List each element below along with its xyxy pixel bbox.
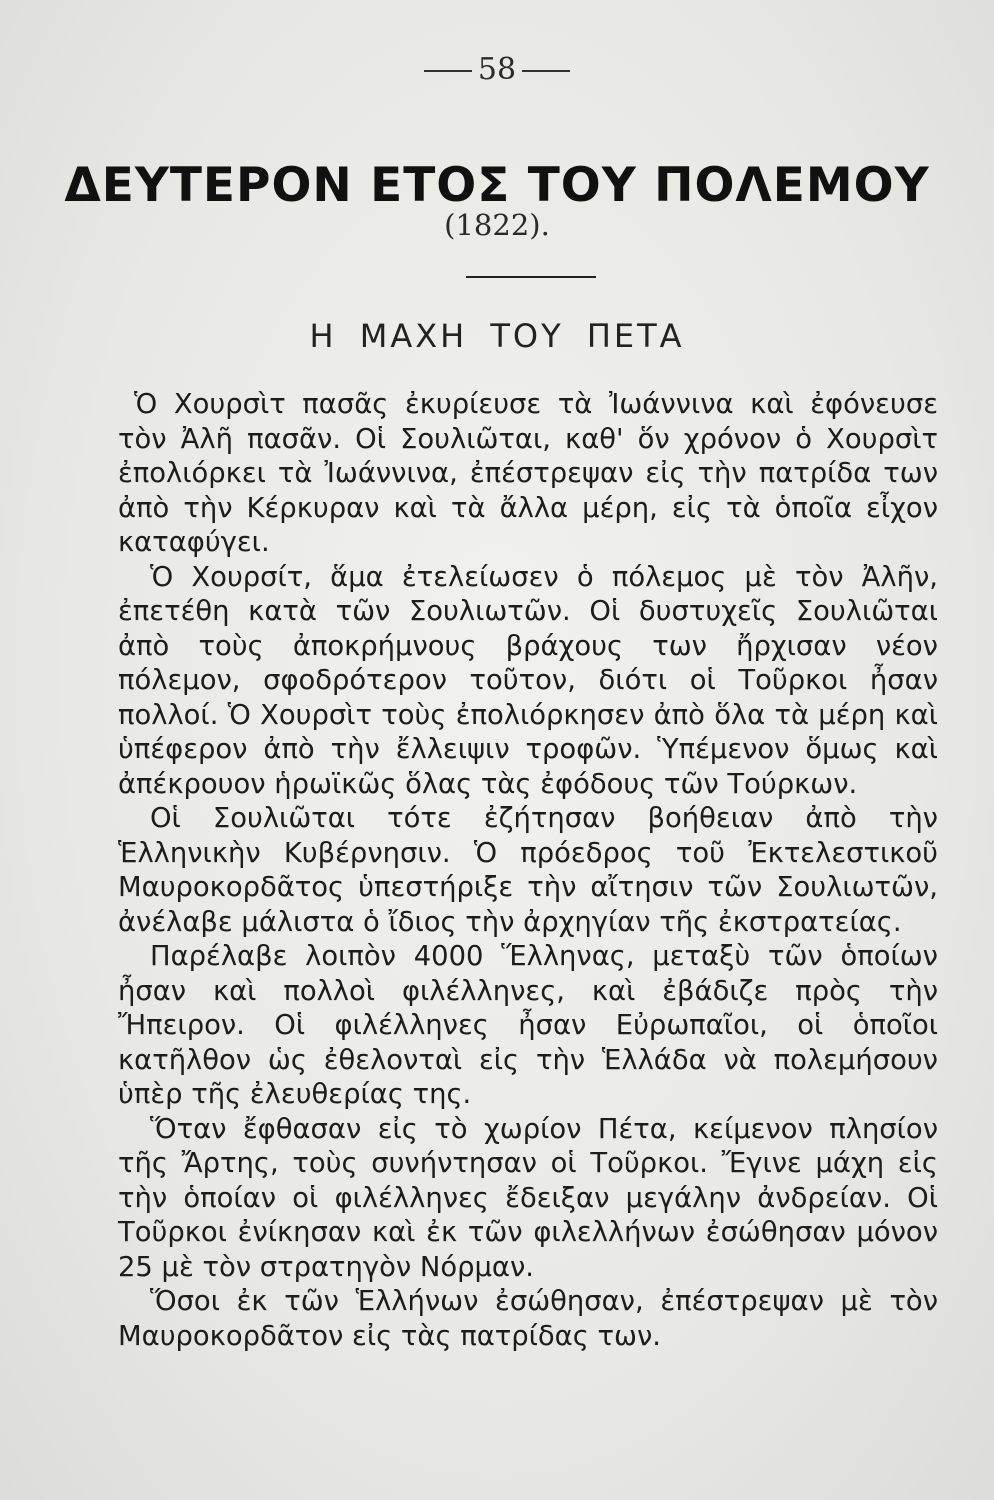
page-number-text: 58 — [477, 52, 517, 87]
page-number-left-dash — [424, 70, 472, 72]
paragraph: Ὁ Χουρσίτ, ἅμα ἐτελείωσεν ὁ πόλεμος μὲ τὸν Ἀλῆν, ἐπετέθη κατὰ τῶν Σουλιωτῶν. Οἱ δυστυχεῖς Σουλιῶται ἀπὸ τοὺς ἀποκρήμνους βράχους των ἤρχισαν νέον πόλεμον, σφοδρότερον τοῦτον, διότι οἱ Τοῦρκοι ἦσαν πολλοί. Ὁ Χουρσὶτ τοὺς ἐπολιόρκησεν ἀπὸ ὅλα τὰ μέρη καὶ ὑπέφερον ἀπὸ τὴν ἔλλειψιν τροφῶν. Ὑπέμενον ὅμως καὶ ἀπέκρουον ἡρωϊκῶς ὅλας τὰς ἐφόδους τῶν Τούρκων. — [118, 561, 938, 800]
chapter-year: (1822). — [444, 208, 550, 242]
paragraph: Ὅταν ἔφθασαν εἰς τὸ χωρίον Πέτα, κείμενον πλησίον τῆς Ἄρτης, τοὺς συνήντησαν οἱ Τοῦρκοι. Ἔγινε μάχη εἰς τὴν ὁποίαν οἱ φιλέλληνες ἔδειξαν μεγάλην ἀνδρείαν. Οἱ Τοῦρκοι ἐνίκησαν καὶ ἐκ τῶν φιλελλήνων ἐσώθησαν μόνον 25 μὲ τὸν στρατηγὸν Νόρμαν. — [118, 1113, 938, 1283]
page-number — [0, 52, 994, 87]
section-heading: Η ΜΑΧΗ ΤΟΥ ΠΕΤΑ — [309, 317, 685, 355]
body-text — [118, 388, 938, 1354]
paragraph: Παρέλαβε λοιπὸν 4000 Ἕλληνας, μεταξὺ τῶν ὁποίων ἦσαν καὶ πολλοὶ φιλέλληνες, καὶ ἐβάδιζε πρὸς τὴν Ἤπειρον. Οἱ φιλέλληνες ἦσαν Εὐρωπαῖοι, οἱ ὁποῖοι κατῆλθον ὡς ἐθελονταὶ εἰς τὴν Ἑλλάδα νὰ πολεμήσουν ὑπὲρ τῆς ἐλευθερίας της. — [118, 941, 938, 1110]
page-number-right-dash — [522, 70, 570, 72]
paragraph: Οἱ Σουλιῶται τότε ἐζήτησαν βοήθειαν ἀπὸ τὴν Ἑλληνικὴν Κυβέρνησιν. Ὁ πρόεδρος τοῦ Ἐκτελεστικοῦ Μαυροκορδᾶτος ὑπεστήριξε τὴν αἴτησιν τῶν Σουλιωτῶν, ἀνέλαβε μάλιστα ὁ ἴδιος τὴν ἀρχηγίαν τῆς ἐκστρατείας. — [118, 803, 938, 938]
chapter-title: ΔΕΥΤΕΡΟΝ ΕΤΟΣ ΤΟΥ ΠΟΛΕΜΟΥ — [64, 158, 930, 213]
section-divider — [466, 276, 596, 278]
paragraph: Ὅσοι ἐκ τῶν Ἑλλήνων ἐσώθησαν, ἐπέστρεψαν μὲ τὸν Μαυροκορδᾶτον εἰς τὰς πατρίδας των. — [118, 1286, 938, 1352]
paragraph: Ὁ Χουρσὶτ πασᾶς ἐκυρίευσε τὰ Ἰωάννινα καὶ ἐφόνευσε τὸν Ἀλῆ πασᾶν. Οἱ Σουλιῶται, καθ' ὅν χρόνον ὁ Χουρσὶτ ἐπολιόρκει τὰ Ἰωάννινα, ἐπέστρεψαν εἰς τὴν πατρίδα των ἀπὸ τὴν Κέρκυραν καὶ τὰ ἄλλα μέρη, εἰς τὰ ὁποῖα εἶχον καταφύγει. — [118, 389, 938, 558]
